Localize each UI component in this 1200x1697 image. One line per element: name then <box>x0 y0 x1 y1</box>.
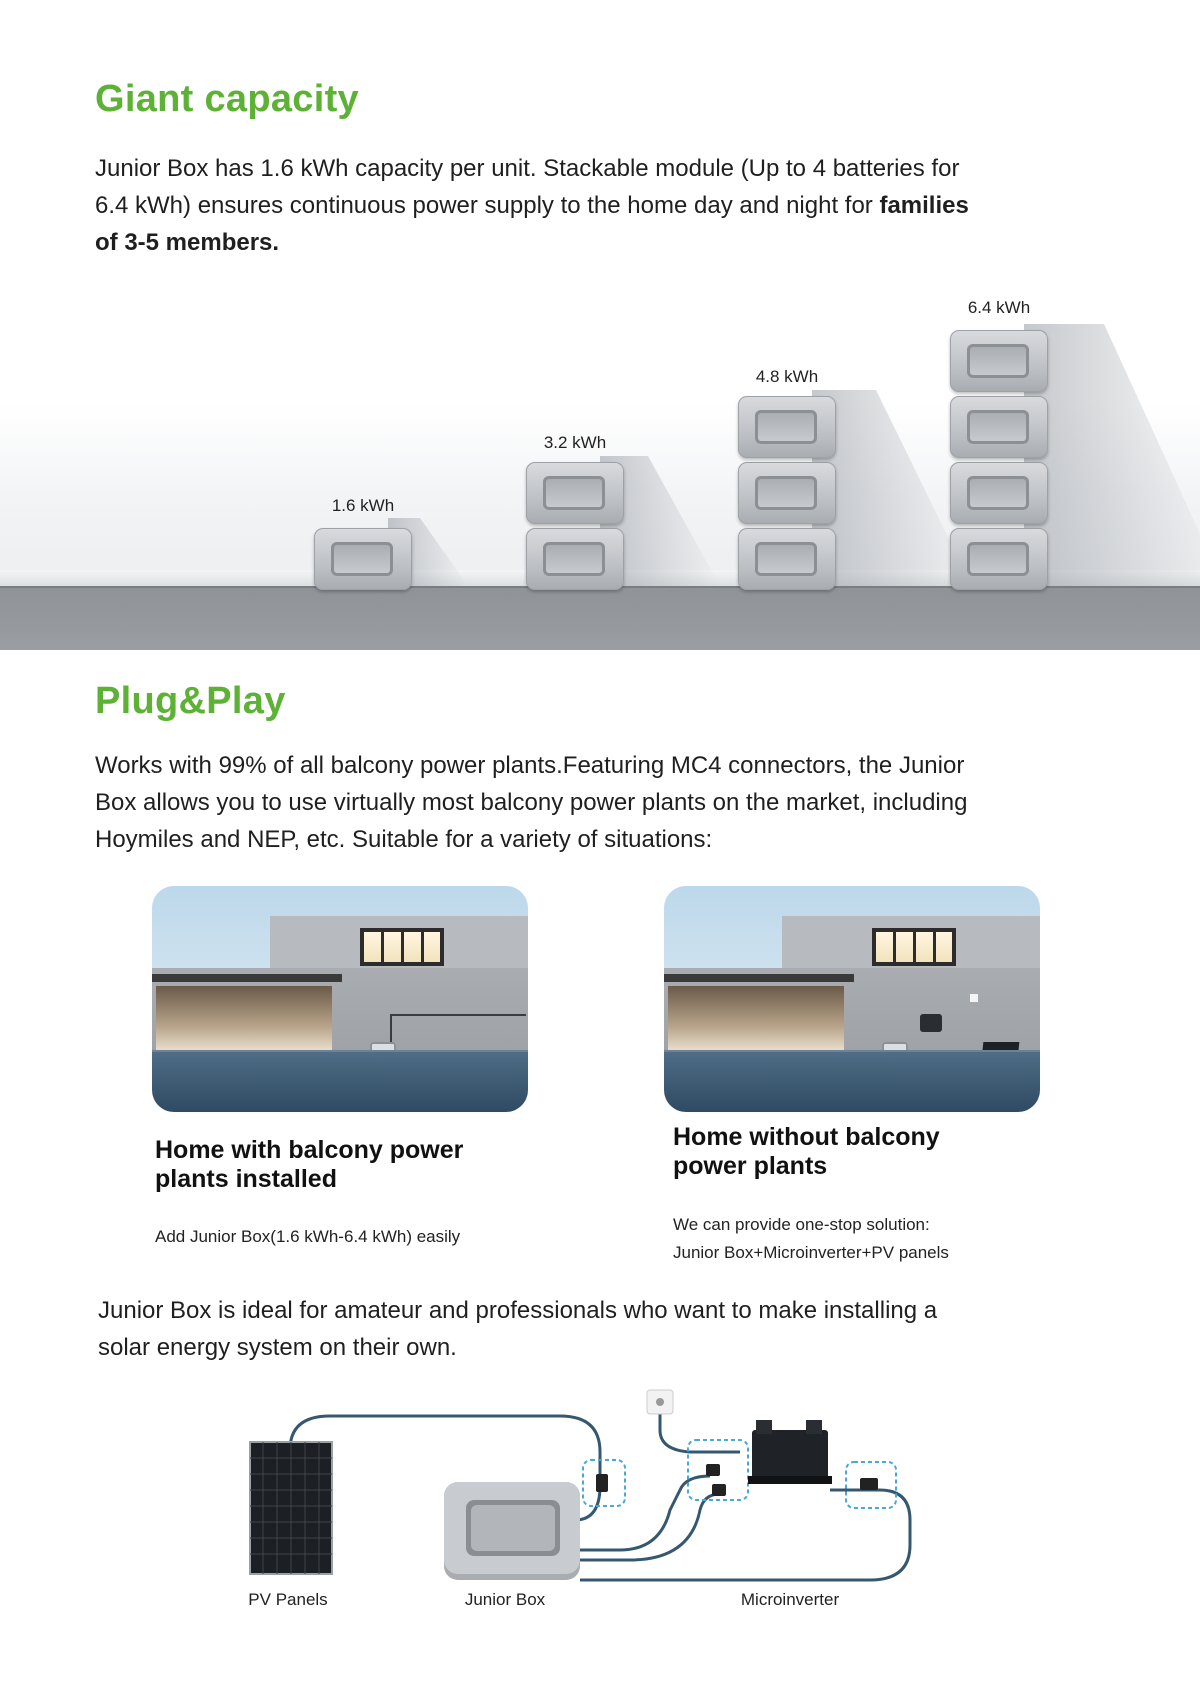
mc4-connector-icon <box>706 1464 720 1476</box>
battery-unit <box>950 330 1048 392</box>
mc4-connector-icon <box>860 1478 878 1490</box>
card-1-title-line-1: Home with balcony power <box>155 1136 464 1164</box>
card-2-subtitle <box>673 1211 1093 1267</box>
pv-panel-icon <box>250 1442 332 1574</box>
closing-description <box>98 1292 1158 1366</box>
card-2-subtitle-line-2: Junior Box+Microinverter+PV panels <box>673 1243 949 1262</box>
battery-unit <box>526 462 624 524</box>
closing-line-1: Junior Box is ideal for amateur and professionals who want to make installing a <box>98 1297 938 1324</box>
plug-play-line-3: Hoymiles and NEP, etc. Suitable for a variety of situations: <box>95 826 713 853</box>
photo-home-without-balcony-plant <box>664 886 1040 1112</box>
microinverter-icon <box>748 1420 832 1484</box>
card-1-title-line-2: plants installed <box>155 1165 337 1193</box>
battery-unit <box>526 528 624 590</box>
mc4-connector-icon <box>712 1484 726 1496</box>
battery-unit <box>738 396 836 458</box>
inverter-return-cable <box>580 1490 910 1580</box>
stack-4-label: 6.4 kWh <box>967 298 1031 317</box>
battery-stack-illustration <box>0 268 1200 650</box>
mc4-connector-icon <box>596 1474 608 1492</box>
battery-unit <box>738 528 836 590</box>
card-1-title <box>155 1136 535 1194</box>
capacity-line-2-text: 6.4 kWh) ensures continuous power supply to the home day and night for <box>95 192 880 219</box>
plug-play-line-2: Box allows you to use virtually most balcony power plants on the market, including <box>95 789 968 816</box>
junior-to-inverter-cable-1 <box>575 1476 710 1550</box>
capacity-line-1: Junior Box has 1.6 kWh capacity per unit. Stackable module (Up to 4 batteries for <box>95 155 960 182</box>
battery-unit <box>314 528 412 590</box>
plug-play-description <box>95 747 1155 858</box>
closing-line-2: solar energy system on their own. <box>98 1334 457 1361</box>
battery-unit <box>950 462 1048 524</box>
capacity-line-3 <box>95 224 1135 261</box>
battery-unit <box>950 528 1048 590</box>
wiring-diagram <box>0 1380 1200 1630</box>
floor <box>0 586 1200 650</box>
stack-3-label: 4.8 kWh <box>755 367 819 386</box>
label-junior-box: Junior Box <box>464 1590 546 1609</box>
stack-3-shadow <box>812 390 972 586</box>
capacity-description <box>95 150 1135 261</box>
capacity-line-2 <box>95 187 1135 224</box>
capacity-bold-members: of 3-5 members. <box>95 229 280 256</box>
stack-4-shadow <box>1024 324 1200 586</box>
stack-1-label: 1.6 kWh <box>331 496 395 515</box>
junior-box-icon <box>444 1482 580 1580</box>
label-pv-panels: PV Panels <box>248 1590 328 1609</box>
stack-2-label: 3.2 kWh <box>543 433 607 452</box>
label-microinverter: Microinverter <box>740 1590 840 1609</box>
capacity-bold-families: families <box>879 192 969 219</box>
card-2-title <box>673 1123 1053 1181</box>
battery-unit <box>738 462 836 524</box>
card-1-subtitle <box>155 1223 575 1251</box>
outlet-cable <box>660 1414 740 1452</box>
photo-home-with-balcony-plant <box>152 886 528 1112</box>
section-title-plug-and-play: Plug&Play <box>95 680 286 722</box>
section-title-giant-capacity: Giant capacity <box>95 78 359 120</box>
card-2-title-line-2: power plants <box>673 1152 828 1180</box>
card-2-title-line-1: Home without balcony <box>673 1123 940 1151</box>
plug-play-line-1: Works with 99% of all balcony power plants.Featuring MC4 connectors, the Junior <box>95 752 965 779</box>
battery-unit <box>950 396 1048 458</box>
card-1-subtitle-line-1: Add Junior Box(1.6 kWh-6.4 kWh) easily <box>155 1227 461 1246</box>
card-2-subtitle-line-1: We can provide one-stop solution: <box>673 1215 930 1234</box>
